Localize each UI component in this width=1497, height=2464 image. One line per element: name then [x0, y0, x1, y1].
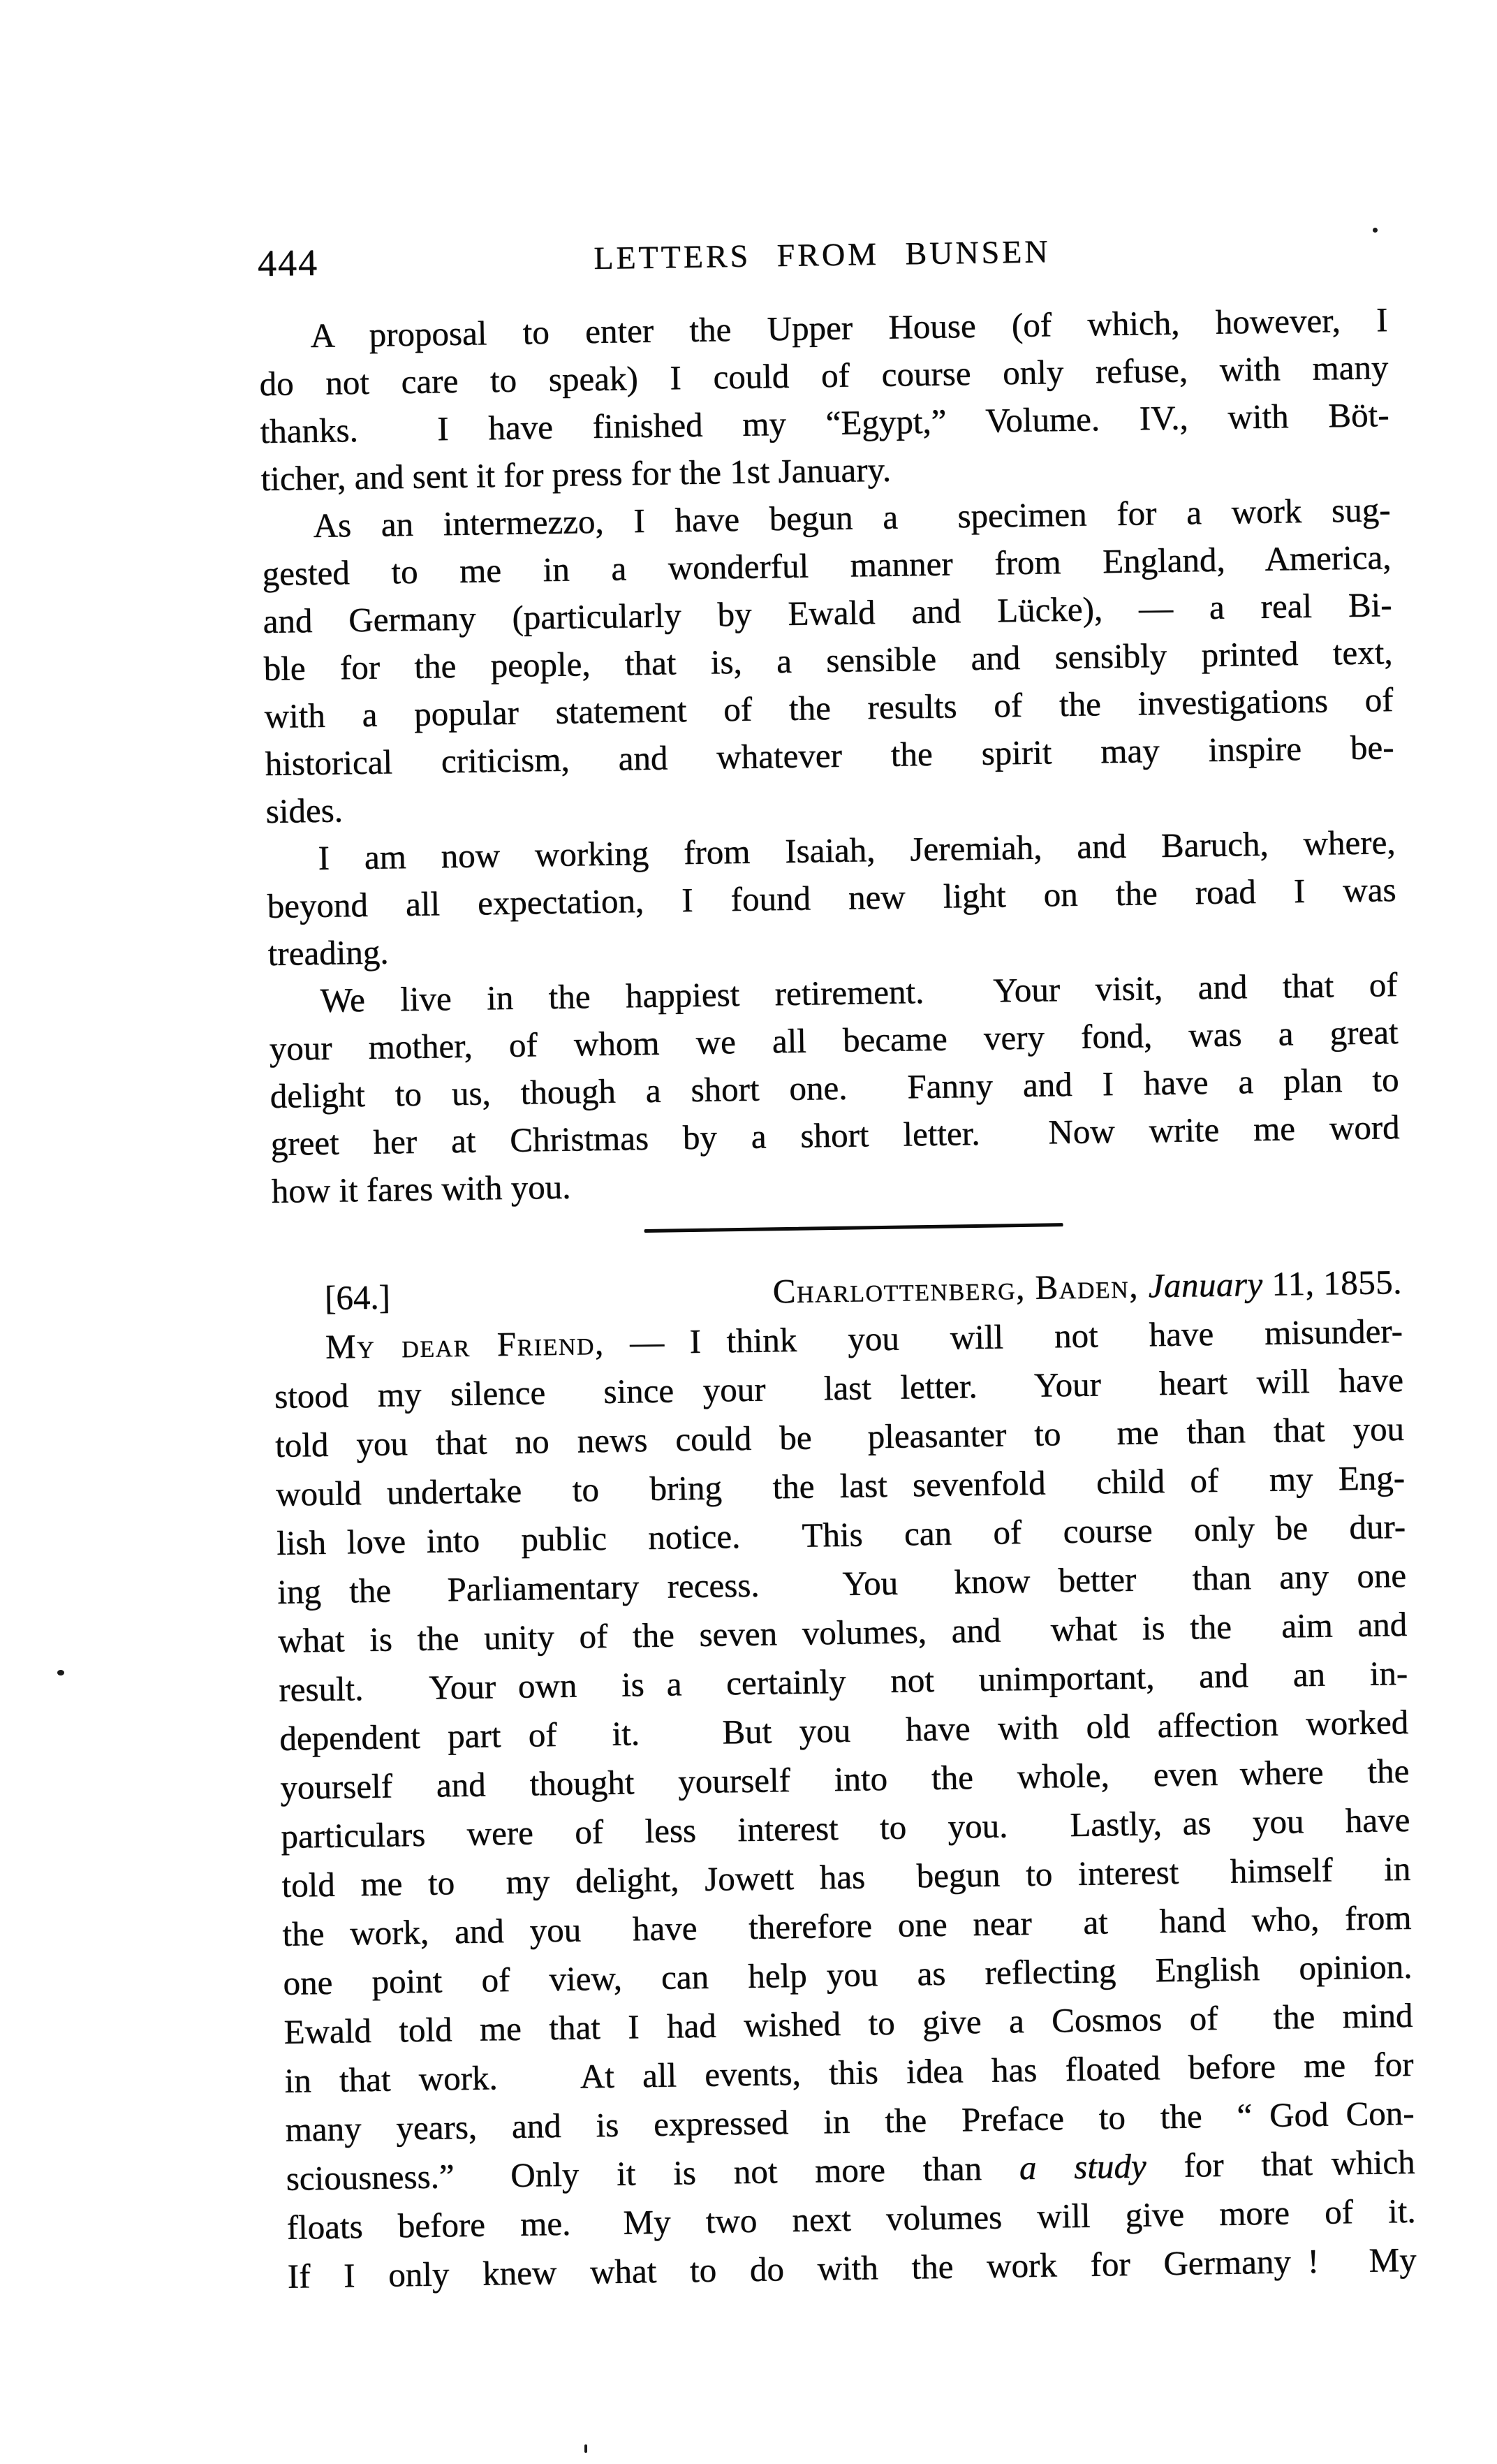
- text-segment: one point of view, can help you as reflecting English opinion.: [283, 1946, 1413, 2002]
- page-number: 444: [257, 241, 319, 285]
- text-segment: stood my silence since your last letter. Your heart will have: [274, 1360, 1404, 1416]
- text-segment: treading.: [267, 932, 389, 973]
- text-segment: told you that no news could be pleasanter to me than that you: [274, 1409, 1405, 1465]
- text-segment: I am now working from Isaiah, Jeremiah, and Baruch, where,: [318, 823, 1396, 877]
- section-divider-rule: [644, 1223, 1063, 1233]
- text-segment: As an intermezzo, I have begun a specimen for a work sug-: [313, 490, 1391, 545]
- text-segment: told me to my delight, Jowett has begun to interest himself in: [281, 1849, 1411, 1905]
- text-segment: the work, and you have therefore one near at hand who, from: [282, 1898, 1412, 1953]
- ink-speck: [57, 1670, 64, 1675]
- ink-speck: [1373, 228, 1378, 233]
- letter-date-rest: 11, 1855.: [1262, 1262, 1403, 1303]
- text-segment: sciousness.” Only it is not more than: [286, 2148, 1020, 2198]
- text-segment: many years, and is expressed in the Preface to the “ God Con-: [285, 2093, 1415, 2149]
- text-segment: We live in the happiest retirement. Your visit, and that of: [320, 965, 1398, 1020]
- ink-speck: [584, 2444, 587, 2453]
- text-segment: delight to us, though a short one. Fanny and I have a plan to: [270, 1059, 1399, 1115]
- text-segment: A proposal to enter the Upper House (of which, however, I: [310, 300, 1388, 355]
- text-segment: Ewald told me that I had wished to give a Cosmos of the mind: [283, 1995, 1413, 2051]
- letter-63-body: [258, 296, 1401, 1215]
- text-segment: a study: [1019, 2146, 1147, 2187]
- text-segment: ticher, and sent it for press for the 1st January.: [260, 450, 892, 499]
- text-segment: in that work. At all events, this idea has floated before me for: [284, 2044, 1414, 2100]
- text-segment: how it fares with you.: [271, 1167, 571, 1210]
- text-segment: My dear Friend,: [325, 1323, 605, 1366]
- letter-number: [64.]: [324, 1277, 391, 1317]
- text-segment: dependent part of it. But you have with old affection worked: [279, 1702, 1409, 1758]
- text-segment: do not care to speak) I could of course only refuse, with many: [259, 348, 1389, 404]
- text-segment: ing the Parliamentary recess. You know better than any one: [276, 1555, 1407, 1611]
- letter-64-body: [274, 1307, 1417, 2301]
- letter-date-month: January: [1148, 1264, 1264, 1305]
- text-segment: greet her at Christmas by a short letter. Now write me word: [270, 1107, 1400, 1163]
- text-segment: If I only knew what to do with the work for Germany ! My: [287, 2240, 1417, 2296]
- letter-place: Charlottenberg, Baden,: [772, 1266, 1149, 1311]
- text-segment: lish love into public notice. This can of course only be dur-: [276, 1506, 1406, 1562]
- text-segment: sides.: [265, 791, 344, 831]
- text-segment: for that which: [1146, 2142, 1415, 2185]
- text-segment: your mother, of whom we all became very fond, was a great: [269, 1012, 1399, 1068]
- text-segment: gested to me in a wonderful manner from England, America,: [262, 538, 1392, 594]
- text-segment: with a popular statement of the results of the investigations of: [264, 680, 1394, 736]
- text-segment: floats before me. My two next volumes will give more of it.: [286, 2191, 1416, 2247]
- page-header: [258, 222, 1387, 288]
- text-segment: result. Your own is a certainly not unimportant, and an in-: [278, 1653, 1408, 1709]
- running-title: LETTERS FROM BUNSEN: [593, 233, 1051, 276]
- text-segment: historical criticism, and whatever the spirit may inspire be-: [265, 728, 1394, 784]
- page-content: [254, 0, 1417, 2301]
- letter-place-date: [772, 1258, 1402, 1316]
- text-segment: thanks. I have finished my “Egypt,” Volume. IV., with Böt-: [260, 395, 1389, 451]
- text-segment: and Germany (particularly by Ewald and Lücke), — a real Bi-: [263, 585, 1392, 641]
- text-segment: what is the unity of the seven volumes, and what is the aim and: [277, 1604, 1408, 1660]
- text-segment: particulars were of less interest to you. Lastly, as you have: [281, 1800, 1410, 1856]
- text-segment: yourself and thought yourself into the whole, even where the: [279, 1751, 1410, 1807]
- text-segment: beyond all expectation, I found new light on the road I was: [267, 870, 1396, 925]
- text-segment: would undertake to bring the last sevenfold child of my Eng-: [275, 1458, 1406, 1513]
- text-segment: ble for the people, that is, a sensible and sensibly printed text,: [263, 633, 1393, 689]
- text-segment: — I think you will not have misunder-: [604, 1311, 1403, 1362]
